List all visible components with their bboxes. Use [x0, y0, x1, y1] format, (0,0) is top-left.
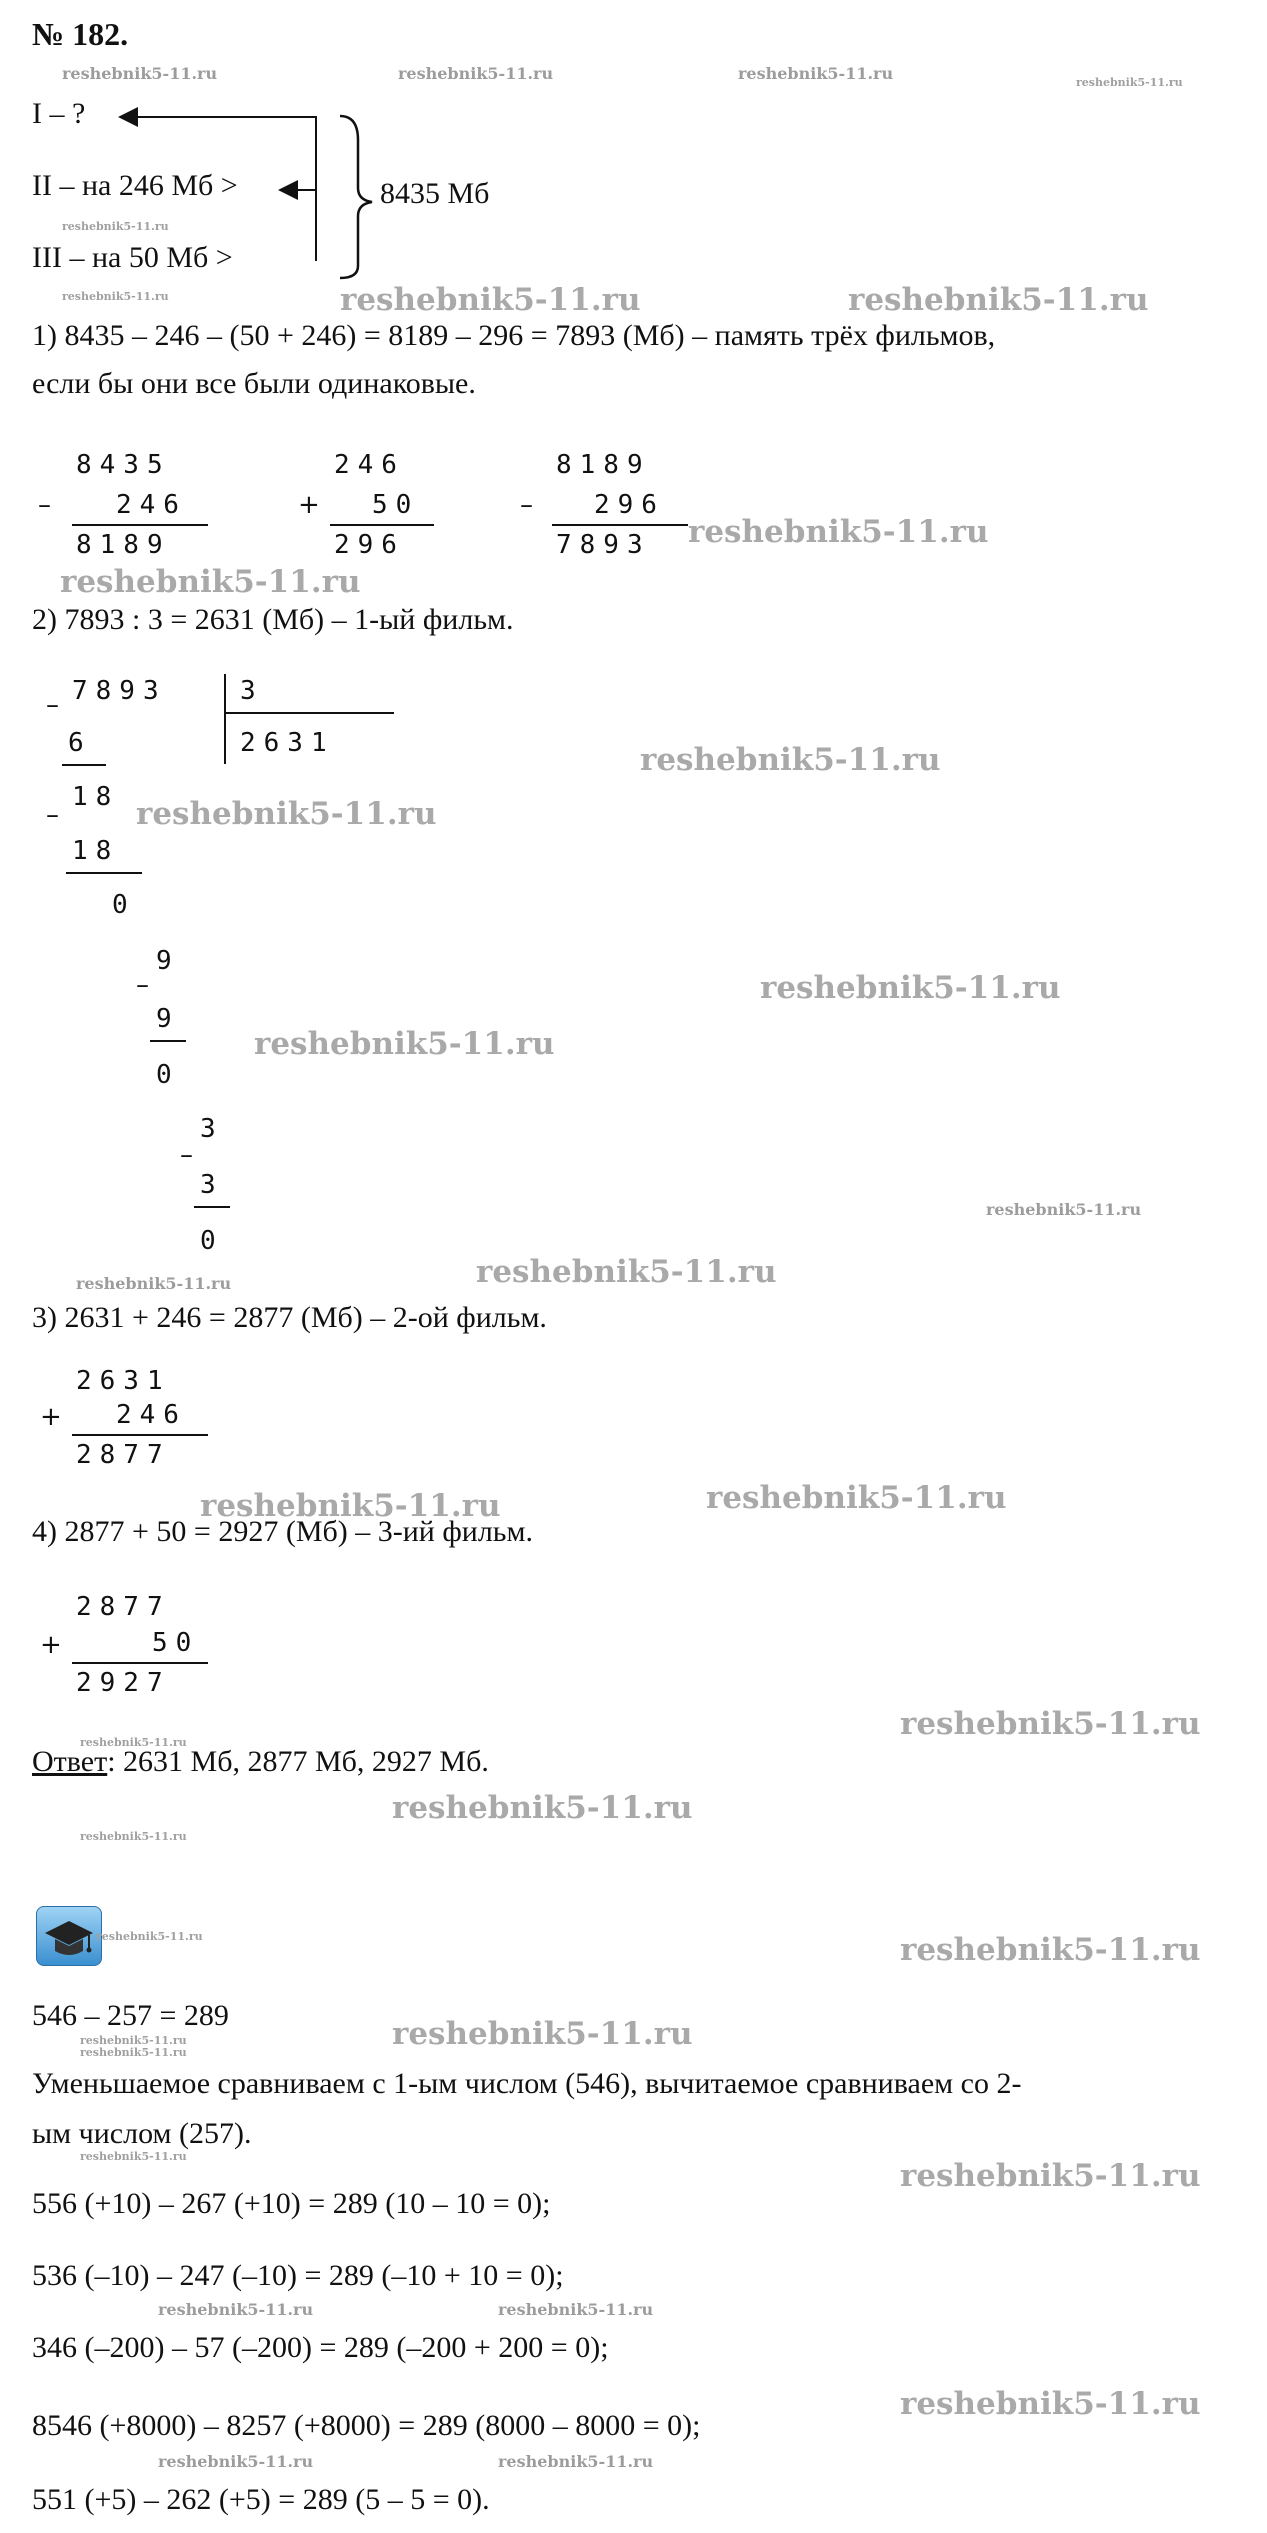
extra-explanation-1: Уменьшаемое сравниваем с 1-ым числом (546), вычитаемое сравниваем со 2-	[32, 2067, 1022, 2100]
scheme-row-1: I – ?	[32, 97, 86, 130]
step-1-line-1: 1) 8435 – 246 – (50 + 246) = 8189 – 296 = 7893 (Мб) – память трёх фильмов,	[32, 319, 996, 352]
extra-line-1: 556 (+10) – 267 (+10) = 289 (10 – 10 = 0);	[32, 2187, 551, 2220]
extra-line-4: 8546 (+8000) – 8257 (+8000) = 289 (8000 – 8000 = 0);	[32, 2409, 701, 2442]
extra-line-5: 551 (+5) – 262 (+5) = 289 (5 – 5 = 0).	[32, 2483, 490, 2516]
calc-a-sign: –	[38, 490, 51, 520]
extra-explanation-2: ым числом (257).	[32, 2117, 252, 2150]
step-2-line: 2) 7893 : 3 = 2631 (Мб) – 1-ый фильм.	[32, 603, 514, 636]
calc-a-top: 8435	[76, 450, 171, 480]
div-sub-3: 9	[156, 1004, 180, 1034]
div-minus-2: –	[46, 800, 59, 830]
scheme-total: 8435 Мб	[380, 177, 490, 210]
div-vertical-line	[224, 674, 226, 764]
scheme-row-2: II – на 246 Мб >	[32, 169, 238, 202]
watermark: reshebnik5-11.ru	[900, 1932, 1201, 1968]
watermark: reshebnik5-11.ru	[80, 2150, 187, 2163]
div-zero-3: 0	[200, 1226, 224, 1256]
div-divisor: 3	[240, 676, 264, 706]
watermark: reshebnik5-11.ru	[900, 1706, 1201, 1742]
div-zero-1: 0	[112, 890, 136, 920]
watermark: reshebnik5-11.ru	[62, 220, 169, 233]
calc-c-line	[552, 524, 688, 526]
div-sub-4: 3	[200, 1170, 224, 1200]
answer-label: Ответ	[32, 1745, 108, 1778]
watermark: reshebnik5-11.ru	[158, 2452, 314, 2471]
calc-3-res: 2877	[76, 1440, 171, 1470]
watermark: reshebnik5-11.ru	[900, 2386, 1201, 2422]
calc-3-mid: 246	[116, 1400, 187, 1430]
watermark: reshebnik5-11.ru	[62, 64, 218, 83]
calc-c-mid: 296	[594, 490, 665, 520]
calc-b-res: 296	[334, 530, 405, 560]
div-quotient-line	[224, 712, 394, 714]
watermark: reshebnik5-11.ru	[640, 742, 941, 778]
calc-c-res: 7893	[556, 530, 651, 560]
watermark: reshebnik5-11.ru	[340, 282, 641, 318]
calc-a-mid: 246	[116, 490, 187, 520]
calc-c-top: 8189	[556, 450, 651, 480]
calc-b-line	[330, 524, 434, 526]
watermark: reshebnik5-11.ru	[498, 2452, 654, 2471]
watermark: reshebnik5-11.ru	[900, 2158, 1201, 2194]
problem-title: № 182.	[32, 16, 129, 52]
div-rem-3: 3	[200, 1114, 224, 1144]
watermark: reshebnik5-11.ru	[136, 796, 437, 832]
div-sub-2: 18	[72, 836, 120, 866]
div-rem-2: 9	[156, 946, 180, 976]
watermark: reshebnik5-11.ru	[738, 64, 894, 83]
step-3-line: 3) 2631 + 246 = 2877 (Мб) – 2-ой фильм.	[32, 1301, 547, 1334]
div-line-4	[194, 1206, 230, 1208]
div-zero-2: 0	[156, 1060, 180, 1090]
calc-4-res: 2927	[76, 1668, 171, 1698]
watermark: reshebnik5-11.ru	[76, 1274, 232, 1293]
div-sub-1: 6	[68, 728, 92, 758]
watermark: reshebnik5-11.ru	[158, 2300, 314, 2319]
div-minus-1: –	[46, 690, 59, 720]
watermark: reshebnik5-11.ru	[986, 1200, 1142, 1219]
arrow-to-row-1	[120, 117, 316, 192]
calc-c-sign: –	[520, 490, 533, 520]
watermark: reshebnik5-11.ru	[498, 2300, 654, 2319]
watermark: reshebnik5-11.ru	[254, 1026, 555, 1062]
div-line-1	[62, 764, 106, 766]
div-dividend: 7893	[72, 676, 167, 706]
calc-3-top: 2631	[76, 1366, 171, 1396]
calc-4-line	[72, 1662, 208, 1664]
graduation-cap-icon	[36, 1906, 102, 1966]
watermark: reshebnik5-11.ru	[80, 1830, 187, 1843]
extra-line-3: 346 (–200) – 57 (–200) = 289 (–200 + 200 = 0);	[32, 2331, 609, 2364]
div-line-2	[66, 872, 142, 874]
answer-text: : 2631 Мб, 2877 Мб, 2927 Мб.	[107, 1745, 489, 1778]
calc-4-mid: 50	[152, 1628, 200, 1658]
watermark: reshebnik5-11.ru	[476, 1254, 777, 1290]
calc-a-line	[72, 524, 208, 526]
arrow-to-row-2	[280, 190, 316, 261]
watermark: reshebnik5-11.ru	[200, 1488, 501, 1524]
calc-3-line	[72, 1434, 208, 1436]
step-1-line-2: если бы они все были одинаковые.	[32, 367, 476, 400]
watermark: reshebnik5-11.ru	[80, 2034, 187, 2047]
watermark: reshebnik5-11.ru	[392, 2016, 693, 2052]
watermark: reshebnik5-11.ru	[80, 2046, 187, 2059]
calc-3-sign: +	[40, 1402, 62, 1432]
watermark: reshebnik5-11.ru	[760, 970, 1061, 1006]
watermark: reshebnik5-11.ru	[398, 64, 554, 83]
scheme-row-3: III – на 50 Мб >	[32, 241, 233, 274]
calc-4-top: 2877	[76, 1592, 171, 1622]
watermark: reshebnik5-11.ru	[60, 564, 361, 600]
extra-equation: 546 – 257 = 289	[32, 1999, 229, 2032]
watermark: reshebnik5-11.ru	[62, 290, 169, 303]
calc-a-res: 8189	[76, 530, 171, 560]
div-minus-3: –	[136, 970, 149, 1000]
extra-line-2: 536 (–10) – 247 (–10) = 289 (–10 + 10 = 0);	[32, 2259, 564, 2292]
watermark: reshebnik5-11.ru	[706, 1480, 1007, 1516]
watermark: reshebnik5-11.ru	[80, 1736, 187, 1749]
watermark: reshebnik5-11.ru	[96, 1930, 203, 1943]
div-quotient: 2631	[240, 728, 335, 758]
div-line-3	[150, 1040, 186, 1042]
calc-b-mid: 50	[372, 490, 420, 520]
div-rem-1: 18	[72, 782, 120, 812]
watermark: reshebnik5-11.ru	[392, 1790, 693, 1826]
watermark: reshebnik5-11.ru	[1076, 76, 1183, 89]
watermark: reshebnik5-11.ru	[688, 514, 989, 550]
brace-icon	[340, 116, 372, 278]
step-4-line: 4) 2877 + 50 = 2927 (Мб) – 3-ий фильм.	[32, 1515, 533, 1548]
div-minus-4: –	[180, 1140, 193, 1170]
scheme-arrows	[110, 90, 380, 290]
calc-b-sign: +	[298, 490, 320, 520]
calc-b-top: 246	[334, 450, 405, 480]
watermark: reshebnik5-11.ru	[848, 282, 1149, 318]
calc-4-sign: +	[40, 1630, 62, 1660]
answer	[32, 1744, 489, 1780]
